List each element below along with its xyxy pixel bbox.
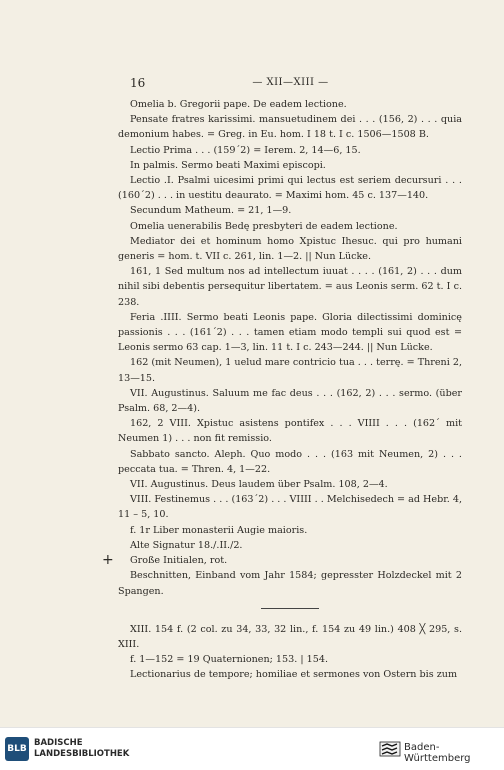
text-line: f. 1r Liber monasterii Augie maioris. (130, 524, 308, 536)
blb-logo-icon: BLB (5, 737, 29, 761)
section-divider (261, 608, 319, 609)
text-line: Alte Signatur 18./.II./2. (130, 539, 243, 551)
text-line: Pensate fratres karissimi. mansuetudinem dei . . . (156, 2) . . . quia demonium habes. = Greg. in Eu. hom. I 18 t. I c. 1506—1508 B. (118, 114, 462, 141)
text-line: Beschnitten, Einband vom Jahr 1584; gepresster Holzdeckel mit 2 Spangen. (118, 570, 462, 597)
margin-plus-mark: + (102, 552, 114, 568)
text-line: In palmis. Sermo beati Maximi episcopi. (130, 159, 326, 171)
blb-line1: BADISCHE (34, 738, 83, 748)
bw-label: Baden-Württemberg (404, 742, 471, 764)
text-line: Große Initialen, rot. (130, 555, 228, 567)
text-line: Feria .IIII. Sermo beati Leonis pape. Gloria dilectissimi dominicę passionis . . . (161´2) . . . tamen etiam modo templi sui quod est = Leonis sermo 63 cap. 1—3, lin. 11 t. I c. 243—244. || Nun Lücke. (118, 311, 462, 354)
text-line: Sabbato sancto. Aleph. Quo modo . . . (163 mit Neumen, 2) . . . peccata tua. = Thren. 4, 1—22. (118, 448, 462, 475)
text-line: Lectio .I. Psalmi uicesimi primi qui lectus est seriem decursuri . . . (160´2) . . . in uestitu deaurato. = Maximi hom. 45 c. 137—140. (118, 175, 462, 202)
text-line: Mediator dei et hominum homo Xpistuc Ihesuc. qui pro humani generis = hom. t. VII c. 261, lin. 1—2. || Nun Lücke. (118, 235, 462, 263)
text-line: VIII. Festinemus . . . (163´2) . . . VIIII . . Melchisedech = ad Hebr. 4, 11 – 5, 10. (118, 494, 463, 521)
text-line: f. 1—152 = 19 Quaternionen; 153. | 154. (130, 654, 328, 666)
blb-line2: LANDESBIBLIOTHEK (34, 749, 130, 759)
text-line: 162, 2 VIII. Xpistuc asistens pontifex . . . VIIII . . . (162´ mit Neumen 1) . . . non fit remissio. (118, 418, 462, 445)
document-body (118, 97, 462, 683)
text-line: Lectio Prima . . . (159´2) = Ierem. 2, 14—6, 15. (130, 144, 361, 156)
text-line: XIII. 154 f. (2 col. zu 34, 33, 32 lin., f. 154 zu 49 lin.) 408 ╳ 295, s. XIII. (118, 623, 462, 650)
text-line: Omelia uenerabilis Bedę presbyteri de eadem lectione. (130, 220, 398, 232)
header-range: — XII—XIII — (252, 77, 329, 88)
text-line: Lectionarius de tempore; homiliae et sermones von Ostern bis zum (130, 669, 458, 681)
footer-bar (0, 727, 504, 770)
text-line: Omelia b. Gregorii pape. De eadem lectione. (130, 99, 347, 110)
text-line: 162 (mit Neumen), 1 uelud mare contricio tua . . . terrę. = Threni 2, 13—15. (118, 357, 462, 384)
text-line: VII. Augustinus. Deus laudem über Psalm. 108, 2—4. (130, 479, 388, 491)
page-number: 16 (130, 76, 146, 90)
blb-name (34, 738, 129, 760)
text-line: 161, 1 Sed multum nos ad intellectum iuuat . . . . (161, 2) . . . dum nihil sibi debentis persequitur libertatem. = aus Leonis serm. 62 t. I c. 238. (118, 266, 462, 308)
text-line: VII. Augustinus. Saluum me fac deus . . . (162, 2) . . . sermo. (über Psalm. 68, 2—4). (118, 387, 462, 415)
text-line: Secundum Matheum. = 21, 1—9. (130, 205, 292, 217)
coat-of-arms-icon (379, 740, 401, 758)
